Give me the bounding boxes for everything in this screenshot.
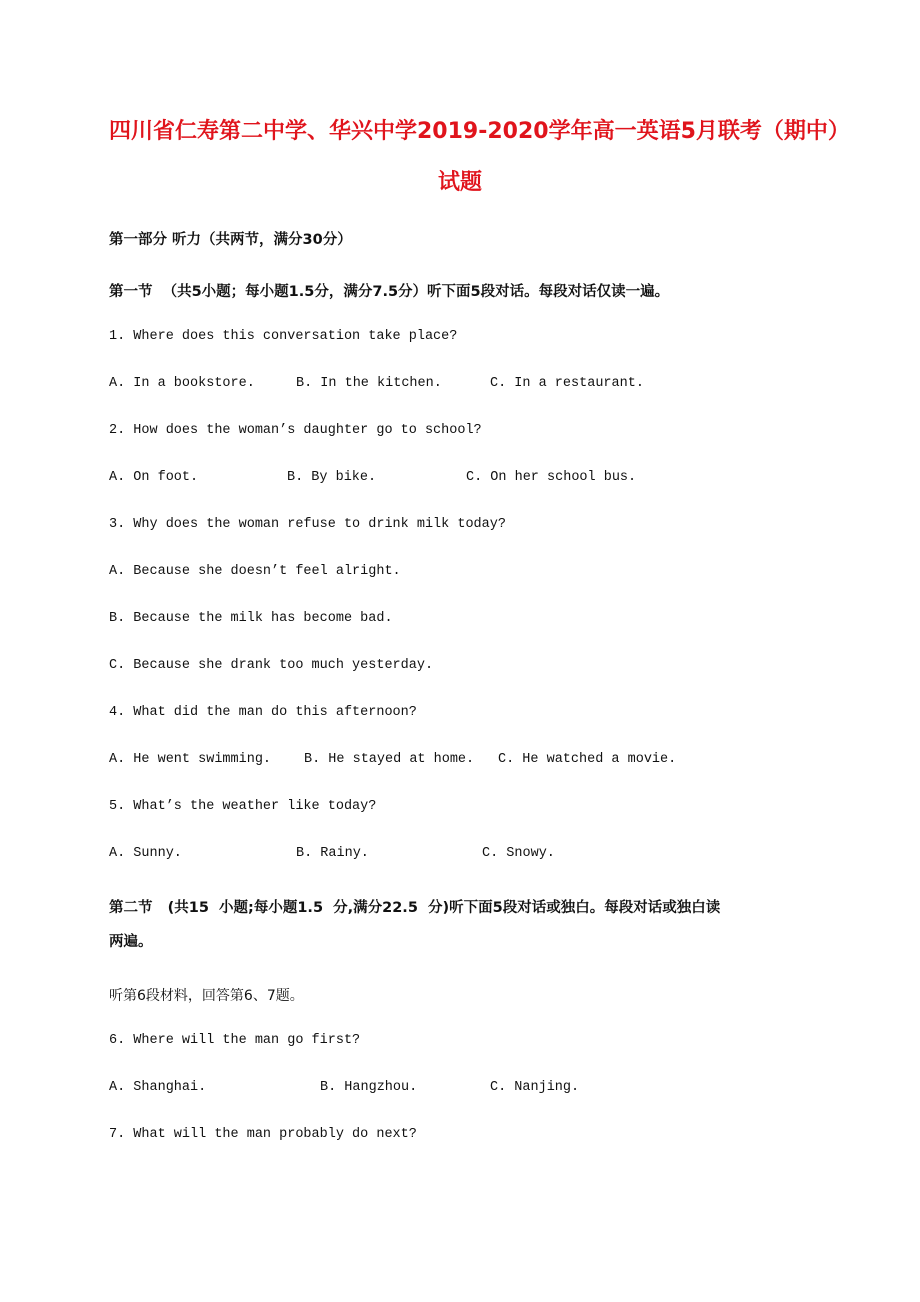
option: B. Hangzhou.	[320, 1080, 418, 1095]
question-1: 1. Where does this conversation take place?	[109, 329, 458, 344]
section2-heading: 第二节 (共15 小题;每小题1.5 分,满分22.5 分)听下面5段对话或独白。每段对话或独白读	[109, 900, 721, 916]
option: C. Nanjing.	[490, 1080, 580, 1095]
title-line-1: 四川省仁寿第二中学、华兴中学2019-2020学年高一英语5月联考（期中）	[109, 119, 850, 144]
instruction-6-7: 听第6段材料，回答第6、7题。	[109, 988, 304, 1004]
option: B. He stayed at home.	[304, 752, 475, 767]
question-6: 6. Where will the man go first?	[109, 1033, 361, 1048]
option: C. Because she drank too much yesterday.	[109, 658, 434, 673]
option: B. Because the milk has become bad.	[109, 611, 393, 626]
option: C. On her school bus.	[466, 470, 637, 485]
option: B. By bike.	[287, 470, 377, 485]
question-3: 3. Why does the woman refuse to drink milk today?	[109, 517, 506, 532]
section1-heading: 第一节 （共5小题；每小题1.5分，满分7.5分）听下面5段对话。每段对话仅读一遍。	[109, 284, 670, 300]
question-5: 5. What’s the weather like today?	[109, 799, 377, 814]
section2-heading-cont: 两遍。	[109, 934, 153, 950]
title-line-2: 试题	[438, 170, 483, 195]
option: A. Shanghai.	[109, 1080, 207, 1095]
question-7: 7. What will the man probably do next?	[109, 1127, 417, 1142]
question-2: 2. How does the woman’s daughter go to school?	[109, 423, 482, 438]
option: A. Sunny.	[109, 846, 182, 861]
option: C. In a restaurant.	[490, 376, 644, 391]
option: A. On foot.	[109, 470, 199, 485]
question-4: 4. What did the man do this afternoon?	[109, 705, 417, 720]
part1-heading: 第一部分 听力（共两节，满分30分）	[109, 232, 352, 248]
option: C. Snowy.	[482, 846, 555, 861]
option: A. Because she doesn’t feel alright.	[109, 564, 401, 579]
option: A. In a bookstore.	[109, 376, 255, 391]
option: B. Rainy.	[296, 846, 369, 861]
option: C. He watched a movie.	[498, 752, 677, 767]
option: B. In the kitchen.	[296, 376, 442, 391]
option: A. He went swimming.	[109, 752, 272, 767]
